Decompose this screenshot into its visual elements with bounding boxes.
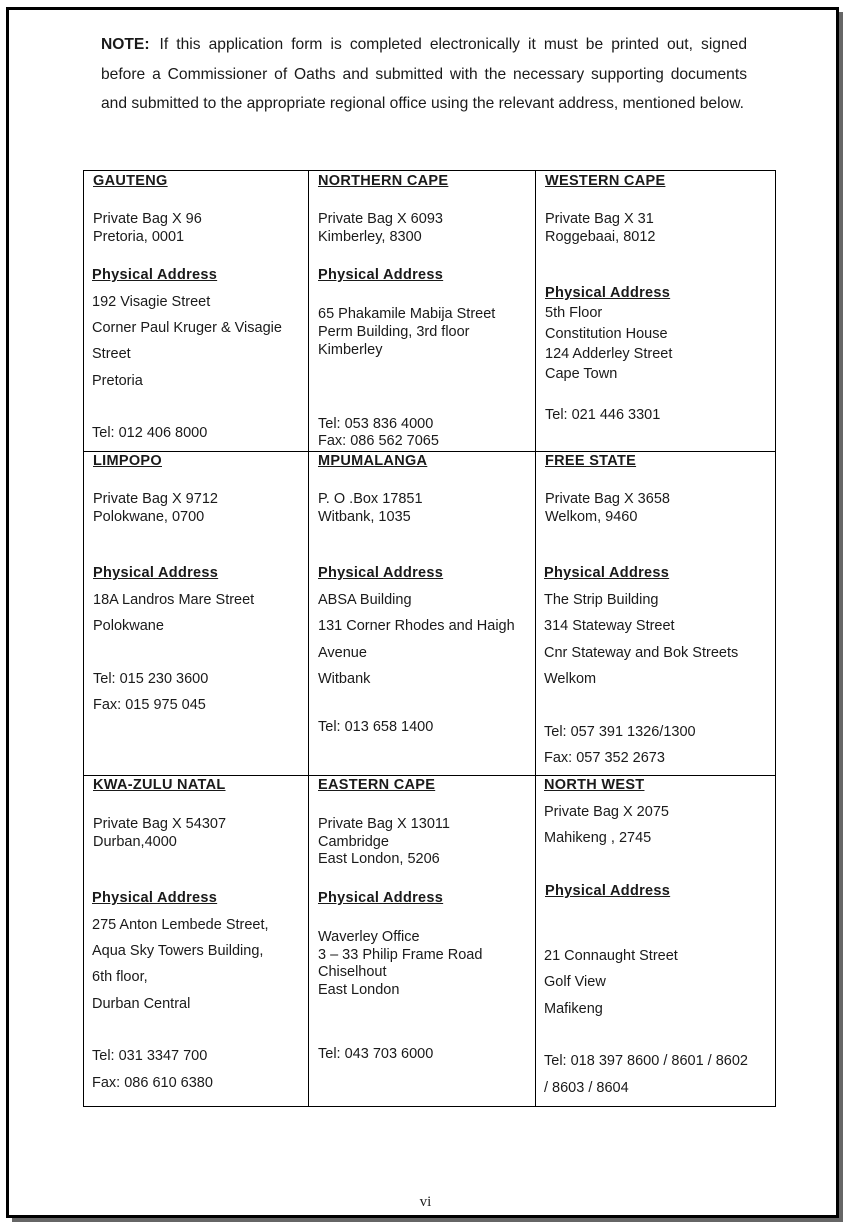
office-cell <box>309 452 536 776</box>
page-shadow-bottom <box>12 1218 843 1222</box>
region-heading: FREE STATE <box>545 453 637 469</box>
contact-line: Tel: 043 703 6000 <box>318 1046 434 1062</box>
postal-line: Private Bag X 96 <box>93 211 202 227</box>
postal-line: Private Bag X 13011 <box>318 816 450 832</box>
contact-line: Fax: 057 352 2673 <box>544 750 665 766</box>
physical-line: 131 Corner Rhodes and Haigh <box>318 618 515 634</box>
contact-line: Tel: 021 446 3301 <box>545 407 661 423</box>
physical-line: 192 Visagie Street <box>92 294 211 310</box>
physical-line: 275 Anton Lembede Street, <box>92 917 269 933</box>
physical-line: Constitution House <box>545 326 668 342</box>
office-cell <box>536 776 776 1107</box>
office-cell <box>84 452 309 776</box>
postal-line: Mahikeng , 2745 <box>544 830 652 846</box>
office-cell <box>309 171 536 452</box>
postal-line: Private Bag X 9712 <box>93 491 218 507</box>
physical-line: 18A Landros Mare Street <box>93 592 255 608</box>
postal-line: Private Bag X 6093 <box>318 211 443 227</box>
region-heading: KWA-ZULU NATAL <box>93 777 226 793</box>
physical-address-heading: Physical Address <box>93 565 219 581</box>
postal-line: Polokwane, 0700 <box>93 509 205 525</box>
physical-address-heading: Physical Address <box>545 883 671 899</box>
office-cell <box>84 171 309 452</box>
contact-line: Tel: 031 3347 700 <box>92 1048 208 1064</box>
physical-line: 3 – 33 Philip Frame Road <box>318 947 483 963</box>
postal-line: Private Bag X 54307 <box>93 816 227 832</box>
office-cell <box>84 776 309 1107</box>
region-heading: NORTH WEST <box>544 777 645 793</box>
physical-line: 65 Phakamile Mabija Street <box>318 306 496 322</box>
postal-line: Welkom, 9460 <box>545 509 638 525</box>
physical-address-heading: Physical Address <box>318 890 444 906</box>
postal-line: Cambridge <box>318 834 389 850</box>
contact-line: Fax: 086 562 7065 <box>318 433 439 449</box>
physical-address-heading: Physical Address <box>545 285 671 301</box>
contact-line: Tel: 013 658 1400 <box>318 719 434 735</box>
contact-line: Tel: 012 406 8000 <box>92 425 208 441</box>
physical-address-heading: Physical Address <box>318 267 444 283</box>
postal-line: Pretoria, 0001 <box>93 229 185 245</box>
physical-line: 124 Adderley Street <box>545 346 673 362</box>
postal-line: Roggebaai, 8012 <box>545 229 656 245</box>
postal-line: Kimberley, 8300 <box>318 229 422 245</box>
physical-line: 6th floor, <box>92 969 148 985</box>
physical-line: Avenue <box>318 645 367 661</box>
physical-line: Witbank <box>318 671 371 687</box>
physical-address-heading: Physical Address <box>92 890 218 906</box>
physical-line: 314 Stateway Street <box>544 618 675 634</box>
postal-line: Private Bag X 3658 <box>545 491 670 507</box>
contact-line: Tel: 057 391 1326/1300 <box>544 724 696 740</box>
office-cell <box>536 452 776 776</box>
office-cell <box>536 171 776 452</box>
physical-line: Golf View <box>544 974 606 990</box>
page-shadow-right <box>839 12 843 1222</box>
physical-address-heading: Physical Address <box>544 565 670 581</box>
region-heading: WESTERN CAPE <box>545 173 666 189</box>
postal-line: Durban,4000 <box>93 834 177 850</box>
region-heading: NORTHERN CAPE <box>318 173 449 189</box>
physical-line: The Strip Building <box>544 592 659 608</box>
region-heading: EASTERN CAPE <box>318 777 436 793</box>
physical-address-heading: Physical Address <box>92 267 218 283</box>
physical-line: Aqua Sky Towers Building, <box>92 943 264 959</box>
physical-line: Corner Paul Kruger & Visagie <box>92 320 282 336</box>
physical-line: Durban Central <box>92 996 191 1012</box>
contact-line: Tel: 018 397 8600 / 8601 / 8602 <box>544 1053 748 1069</box>
postal-line: Private Bag X 31 <box>545 211 654 227</box>
contact-line: Tel: 053 836 4000 <box>318 416 434 432</box>
physical-line: Polokwane <box>93 618 164 634</box>
postal-line: Private Bag X 2075 <box>544 804 669 820</box>
physical-line: East London <box>318 982 400 998</box>
physical-line: Perm Building, 3rd floor <box>318 324 470 340</box>
region-heading: GAUTENG <box>93 173 168 189</box>
physical-line: ABSA Building <box>318 592 412 608</box>
physical-line: Waverley Office <box>318 929 420 945</box>
contact-line: Tel: 015 230 3600 <box>93 671 209 687</box>
physical-line: 5th Floor <box>545 305 603 321</box>
region-heading: MPUMALANGA <box>318 453 428 469</box>
page-number: vi <box>419 1194 432 1210</box>
office-cell <box>309 776 536 1107</box>
contact-line: Fax: 015 975 045 <box>93 697 206 713</box>
regional-offices-table <box>83 170 776 1107</box>
postal-line: Witbank, 1035 <box>318 509 411 525</box>
physical-line: Mafikeng <box>544 1001 603 1017</box>
note-text: If this application form is completed electronically it must be printed out, signed before a Commissioner of Oaths and submitted with the necessary supporting documents and submitted to the appropriate regional office using the relevant address, mentioned below. <box>101 36 747 112</box>
physical-line: 21 Connaught Street <box>544 948 678 964</box>
postal-line: East London, 5206 <box>318 851 440 867</box>
note-label: NOTE: <box>101 36 150 53</box>
note-paragraph <box>101 30 747 119</box>
contact-line: / 8603 / 8604 <box>544 1080 629 1096</box>
physical-line: Pretoria <box>92 373 143 389</box>
physical-line: Kimberley <box>318 342 383 358</box>
physical-line: Cnr Stateway and Bok Streets <box>544 645 739 661</box>
physical-address-heading: Physical Address <box>318 565 444 581</box>
physical-line: Chiselhout <box>318 964 387 980</box>
physical-line: Street <box>92 346 131 362</box>
contact-line: Fax: 086 610 6380 <box>92 1075 213 1091</box>
physical-line: Welkom <box>544 671 597 687</box>
postal-line: P. O .Box 17851 <box>318 491 423 507</box>
physical-line: Cape Town <box>545 366 618 382</box>
region-heading: LIMPOPO <box>93 453 162 469</box>
